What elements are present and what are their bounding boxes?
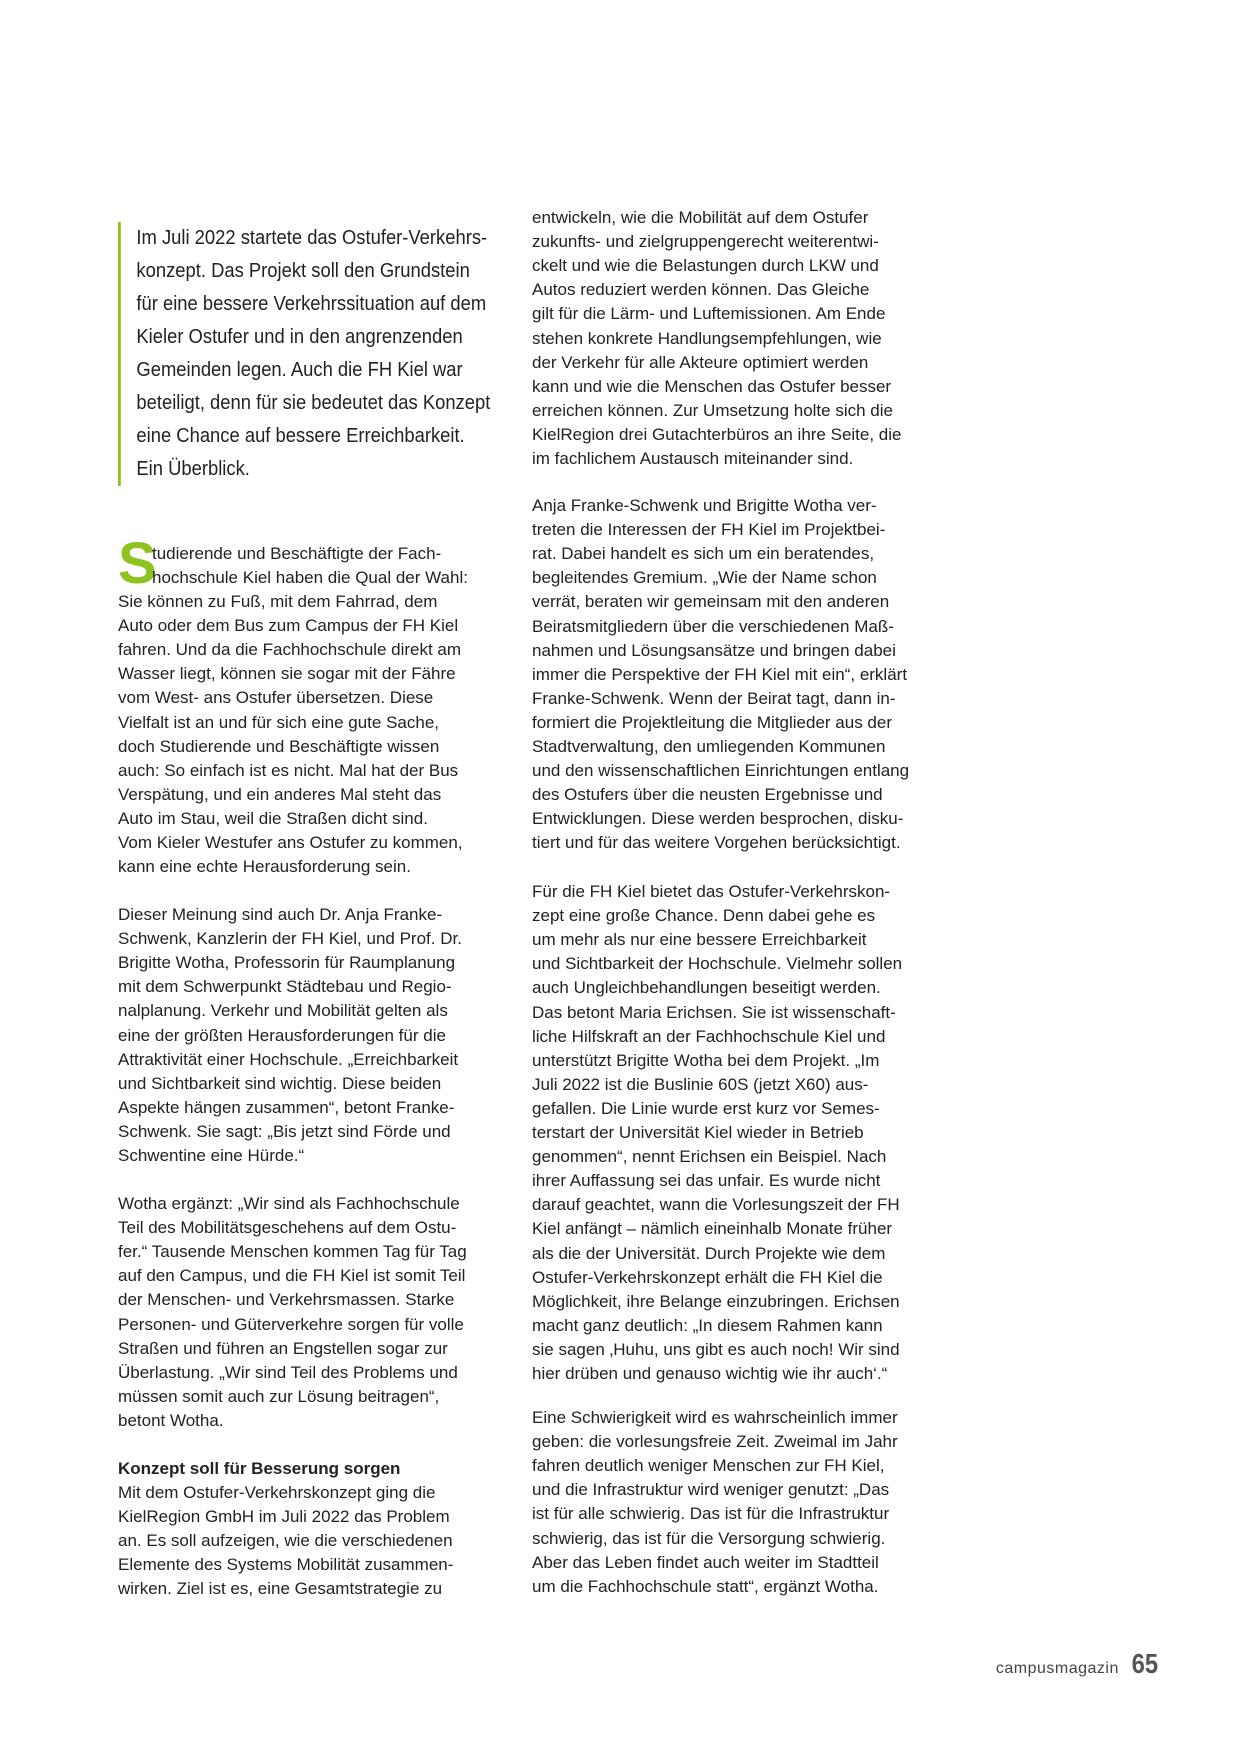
text-line: fer.“ Tausende Menschen kommen Tag für Tag <box>118 1242 467 1262</box>
text-line: Möglichkeit, ihre Belange einzubringen. Erichsen <box>532 1291 900 1311</box>
drop-cap: S <box>118 531 157 596</box>
text-line: ihrer Auffassung sei das unfair. Es wurde nicht <box>532 1171 881 1191</box>
text-line: nahmen und Lösungsansätze und bringen dabei <box>532 640 896 660</box>
lead-line: Kieler Ostufer und in den angrenzenden <box>136 326 463 348</box>
text-line: betont Wotha. <box>118 1410 224 1430</box>
text-line: Wasser liegt, können sie sogar mit der Fähre <box>118 664 456 684</box>
text-line: immer die Perspektive der FH Kiel mit ein“, erklärt <box>532 664 908 684</box>
text-line: und Sichtbarkeit sind wichtig. Diese beiden <box>118 1073 442 1093</box>
lead-line: für eine bessere Verkehrssituation auf dem <box>136 293 487 315</box>
text-line: um die Fachhochschule statt“, ergänzt Wotha. <box>532 1576 879 1596</box>
text-line: nalplanung. Verkehr und Mobilität gelten als <box>118 1001 448 1021</box>
text-line: Verspätung, und ein anderes Mal steht das <box>118 784 442 804</box>
magazine-name: campusmagazin <box>995 1660 1119 1677</box>
text-line: Mit dem Ostufer-Verkehrskonzept ging die <box>118 1483 436 1502</box>
text-line: erreichen können. Zur Umsetzung holte sich die <box>532 400 893 420</box>
lead-line: Im Juli 2022 startete das Ostufer-Verkehrs- <box>136 227 488 249</box>
lead-line: beteiligt, denn für sie bedeutet das Konzept <box>136 392 491 414</box>
text-line: liche Hilfskraft an der Fachhochschule Kiel und <box>532 1026 886 1046</box>
text-line: hier drüben und genauso wichtig wie ihr auch‘.“ <box>532 1364 888 1383</box>
text-line: Franke-Schwenk. Wenn der Beirat tagt, dann in- <box>532 688 896 708</box>
text-line: und die Infrastruktur wird weniger genutzt: „Das <box>532 1480 890 1500</box>
text-line: gefallen. Die Linie wurde erst kurz vor Semes- <box>532 1098 880 1118</box>
text-line: des Ostufers über die neusten Ergebnisse und <box>532 785 883 805</box>
text-line: Vielfalt ist an und für sich eine gute Sache, <box>118 712 439 732</box>
text-line: Aspekte hängen zusammen“, betont Franke- <box>118 1097 455 1117</box>
text-line: Anja Franke-Schwenk und Brigitte Wotha ver- <box>532 496 877 515</box>
text-line: tiert und für das weitere Vorgehen berücksichtigt. <box>532 833 901 853</box>
text-line: im fachlichem Austausch miteinander sind. <box>532 449 854 468</box>
text-line: der Menschen- und Verkehrsmassen. Starke <box>118 1290 455 1310</box>
text-line: schwierig, das ist für die Versorgung schwierig. <box>532 1528 886 1548</box>
page-number: 65 <box>1131 1648 1158 1679</box>
text-line: mit dem Schwerpunkt Städtebau und Regio- <box>118 977 452 997</box>
text-line: fahren deutlich weniger Menschen zur FH Kiel, <box>532 1456 885 1476</box>
text-line: Stadtverwaltung, den umliegenden Kommunen <box>532 737 886 756</box>
page-footer <box>996 1648 1158 1680</box>
text-line: um mehr als nur eine bessere Erreichbarkeit <box>532 930 867 950</box>
text-line: Teil des Mobilitätsgeschehens auf dem Ostu- <box>118 1218 457 1238</box>
text-line: ckelt und wie die Belastungen durch LKW und <box>532 256 879 276</box>
text-line: als die der Universität. Durch Projekte wie dem <box>532 1243 886 1263</box>
text-line: doch Studierende und Beschäftigte wissen <box>118 736 440 756</box>
text-line: fahren. Und da die Fachhochschule direkt am <box>118 640 462 660</box>
section-subheading: Konzept soll für Besserung sorgen <box>118 1459 401 1478</box>
text-line: Vom Kieler Westufer ans Ostufer zu kommen, <box>118 833 463 852</box>
text-line: an. Es soll aufzeigen, wie die verschiedenen <box>118 1531 453 1551</box>
text-line: auf den Campus, und die FH Kiel ist somit Teil <box>118 1266 466 1286</box>
text-line: gilt für die Lärm- und Luftemissionen. Am Ende <box>532 304 886 324</box>
text-line: Juli 2022 ist die Buslinie 60S (jetzt X60) aus- <box>532 1074 869 1094</box>
text-line: zukunfts- und zielgruppengerecht weiterentwi- <box>532 232 879 252</box>
lead-line: konzept. Das Projekt soll den Grundstein <box>136 260 470 282</box>
text-line: unterstützt Brigitte Wotha bei dem Projekt. „Im <box>532 1050 880 1070</box>
text-line: formiert die Projektleitung die Mitglieder aus der <box>532 712 893 732</box>
text-line: verrät, beraten wir gemeinsam mit den anderen <box>532 592 890 612</box>
text-line: Schwenk, Kanzlerin der FH Kiel, und Prof. Dr. <box>118 929 462 949</box>
text-line: Überlastung. „Wir sind Teil des Problems und <box>118 1362 458 1382</box>
text-line: kann eine echte Herausforderung sein. <box>118 857 411 877</box>
text-line: darauf geachtet, wann die Vorlesungszeit der FH <box>532 1195 900 1215</box>
text-line: sie sagen ‚Huhu, uns gibt es auch noch! Wir sind <box>532 1339 900 1359</box>
text-line: Brigitte Wotha, Professorin für Raumplanung <box>118 953 456 973</box>
text-line: Schwentine eine Hürde.“ <box>118 1146 305 1165</box>
text-line: geben: die vorlesungsfreie Zeit. Zweimal im Jahr <box>532 1432 898 1452</box>
text-line: Dieser Meinung sind auch Dr. Anja Franke- <box>118 905 443 924</box>
text-line: ist für alle schwierig. Das ist für die Infrastruktur <box>532 1504 890 1524</box>
text-line: tudierende und Beschäftigte der Fach- <box>152 544 442 563</box>
text-line: auch Ungleichbehandlungen beseitigt werden. <box>532 978 881 998</box>
text-line: müssen somit auch zur Lösung beitragen“, <box>118 1386 440 1406</box>
text-line: stehen konkrete Handlungsempfehlungen, wie <box>532 328 882 348</box>
lead-line: Ein Überblick. <box>136 458 250 480</box>
text-line: vom West- ans Ostufer übersetzen. Diese <box>118 688 434 708</box>
text-line: Beiratsmitgliedern über die verschiedenen Maß- <box>532 616 894 636</box>
text-line: KielRegion drei Gutachterbüros an ihre Seite, die <box>532 424 902 444</box>
text-line: genommen“, nennt Erichsen ein Beispiel. Nach <box>532 1147 887 1167</box>
text-line: Ostufer-Verkehrskonzept erhält die FH Kiel die <box>532 1267 883 1287</box>
text-line: Attraktivität einer Hochschule. „Erreichbarkeit <box>118 1049 459 1069</box>
text-line: rat. Dabei handelt es sich um ein beratendes, <box>532 544 875 564</box>
text-line: treten die Interessen der FH Kiel im Projektbei- <box>532 520 886 540</box>
text-line: Autos reduziert werden können. Das Gleiche <box>532 280 870 300</box>
text-line: Kiel anfängt – nämlich eineinhalb Monate früher <box>532 1219 893 1239</box>
lead-paragraph <box>118 222 491 486</box>
text-line: Aber das Leben findet auch weiter im Stadtteil <box>532 1552 879 1572</box>
text-line: Wotha ergänzt: „Wir sind als Fachhochschule <box>118 1194 460 1213</box>
text-line: begleitendes Gremium. „Wie der Name schon <box>532 568 877 588</box>
text-line: hochschule Kiel haben die Qual der Wahl: <box>152 568 468 588</box>
text-line: Entwicklungen. Diese werden besprochen, disku- <box>532 809 904 829</box>
text-line: wirken. Ziel ist es, eine Gesamtstrategie zu <box>118 1579 443 1599</box>
text-line: zept eine große Chance. Denn dabei gehe es <box>532 906 876 926</box>
text-line: Elemente des Systems Mobilität zusammen- <box>118 1555 454 1575</box>
text-line: KielRegion GmbH im Juli 2022 das Problem <box>118 1507 450 1527</box>
lead-line: eine Chance auf bessere Erreichbarkeit. <box>136 425 465 447</box>
text-line: Sie können zu Fuß, mit dem Fahrrad, dem <box>118 592 438 611</box>
text-line: der Verkehr für alle Akteure optimiert werden <box>532 352 869 372</box>
text-line: Schwenk. Sie sagt: „Bis jetzt sind Förde und <box>118 1121 451 1141</box>
text-line: Eine Schwierigkeit wird es wahrscheinlich immer <box>532 1408 898 1427</box>
text-line: und den wissenschaftlichen Einrichtungen entlang <box>532 761 910 781</box>
text-line: Für die FH Kiel bietet das Ostufer-Verkehrskon- <box>532 882 891 901</box>
text-line: Auto im Stau, weil die Straßen dicht sind. <box>118 808 428 828</box>
text-line: entwickeln, wie die Mobilität auf dem Ostufer <box>532 208 869 227</box>
text-line: kann und wie die Menschen das Ostufer besser <box>532 376 892 396</box>
text-line: Personen- und Güterverkehre sorgen für volle <box>118 1314 464 1334</box>
text-line: eine der größten Herausforderungen für die <box>118 1025 446 1045</box>
text-line: Auto oder dem Bus zum Campus der FH Kiel <box>118 616 459 636</box>
text-line: auch: So einfach ist es nicht. Mal hat der Bus <box>118 760 459 780</box>
text-line: Straßen und führen an Engstellen sogar zur <box>118 1338 448 1358</box>
text-line: macht ganz deutlich: „In diesem Rahmen kann <box>532 1315 883 1335</box>
text-line: Das betont Maria Erichsen. Sie ist wissenschaft- <box>532 1002 896 1022</box>
lead-line: Gemeinden legen. Auch die FH Kiel war <box>136 359 463 381</box>
text-line: und Sichtbarkeit der Hochschule. Vielmehr sollen <box>532 954 903 974</box>
text-line: terstart der Universität Kiel wieder in Betrieb <box>532 1123 864 1142</box>
